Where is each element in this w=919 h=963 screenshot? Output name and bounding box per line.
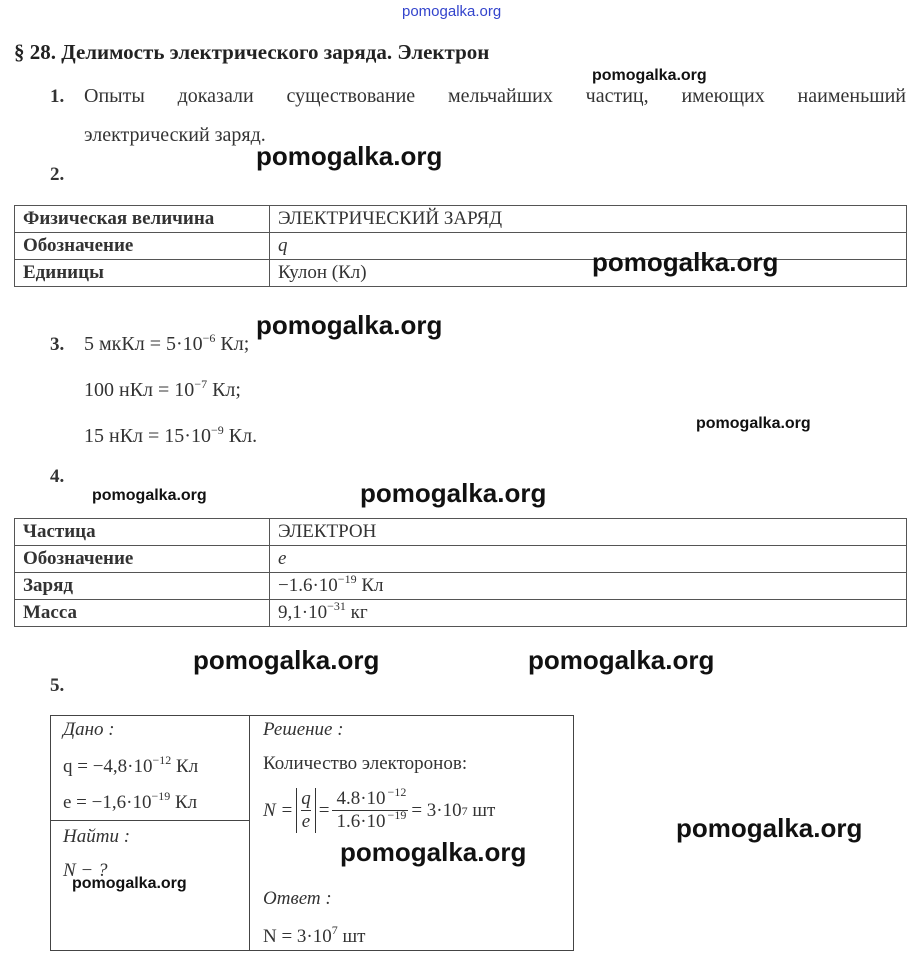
exponent: −9 xyxy=(210,423,224,437)
formula-lhs: N = xyxy=(263,799,294,821)
table-row xyxy=(15,600,907,627)
expr: −1.6·10 xyxy=(278,575,338,596)
conversion-2 xyxy=(84,379,241,402)
unit: Кл xyxy=(171,756,199,777)
find-label: Найти : xyxy=(63,826,131,847)
formula: N = $\frac{q}{e}$ = $\frac{4.8\cdot 10 ^{-12}}{1.6\cdot 10 ^{-19}}$ = 3·10 7 шт xyxy=(263,785,496,832)
result: = 3·10 xyxy=(411,799,462,821)
watermark: pomogalka.org xyxy=(528,645,715,675)
row-value: e xyxy=(270,546,907,573)
exponent: −19 xyxy=(387,808,407,822)
exponent: −6 xyxy=(202,331,216,345)
denominator xyxy=(332,808,408,833)
answer xyxy=(263,923,366,948)
exponent: −19 xyxy=(337,572,357,586)
row-value xyxy=(270,600,907,627)
unit: Кл xyxy=(170,792,198,813)
exponent: −31 xyxy=(327,599,346,613)
watermark: pomogalka.org xyxy=(340,837,527,867)
solution-text: Количество электоронов: xyxy=(263,753,468,774)
conversion-1 xyxy=(84,333,249,356)
unit: шт xyxy=(467,799,496,821)
expr: 9,1·10 xyxy=(278,602,328,623)
fraction xyxy=(332,785,408,833)
watermark: pomogalka.org xyxy=(592,67,707,84)
watermark: pomogalka.org xyxy=(72,875,187,892)
unit: Кл; xyxy=(207,379,241,401)
exponent: −7 xyxy=(194,377,208,391)
expr: e = −1,6·10 xyxy=(63,792,152,813)
table-row xyxy=(15,206,907,233)
row-label: Масса xyxy=(15,600,270,627)
row-label: Частица xyxy=(15,519,270,546)
watermark: pomogalka.org xyxy=(256,310,443,340)
row-label: Обозначение xyxy=(15,233,270,260)
expr: 100 нКл = 10 xyxy=(84,379,195,401)
abs-ratio xyxy=(296,788,316,833)
watermark-top: pomogalka.org xyxy=(402,3,502,20)
expr: 1.6·10 xyxy=(336,811,386,832)
expr: 15 нКл = 15·10 xyxy=(84,425,211,447)
exponent: −12 xyxy=(152,753,172,767)
row-value xyxy=(270,573,907,600)
row-value: Кулон (Кл) xyxy=(270,260,907,287)
unit: Кл; xyxy=(215,333,250,355)
item-number-3: 3. xyxy=(50,334,65,355)
row-label: Обозначение xyxy=(15,546,270,573)
item-number-5: 5. xyxy=(50,675,65,696)
expr: 4.8·10 xyxy=(336,788,386,809)
exponent: −12 xyxy=(387,785,407,799)
item-number-1: 1. xyxy=(50,86,65,107)
item-1-text-cont: электрический заряд. xyxy=(84,124,266,146)
unit: Кл. xyxy=(223,425,258,447)
row-label: Физическая величина xyxy=(15,206,270,233)
expr: q = −4,8·10 xyxy=(63,756,153,777)
row-value: q xyxy=(270,233,907,260)
find-value: N − ? xyxy=(63,860,108,881)
row-value: ЭЛЕКТРИЧЕСКИЙ ЗАРЯД xyxy=(270,206,907,233)
watermark: pomogalka.org xyxy=(92,487,207,504)
problem-box xyxy=(50,715,574,951)
watermark: pomogalka.org xyxy=(592,247,779,277)
numerator: q xyxy=(301,788,311,809)
table-row xyxy=(15,573,907,600)
watermark: pomogalka.org xyxy=(696,415,811,432)
item-1-text: Опыты доказали существование мельчайших частиц, имеющих наименьший xyxy=(84,85,906,107)
equals: = xyxy=(318,799,330,821)
exponent: 7 xyxy=(331,923,338,937)
row-label: Единицы xyxy=(15,260,270,287)
unit: шт xyxy=(337,926,366,947)
item-number-4: 4. xyxy=(50,466,65,487)
table-row xyxy=(15,519,907,546)
exponent: −19 xyxy=(151,789,171,803)
given-q xyxy=(63,753,199,778)
expr: N = 3·10 xyxy=(263,926,332,947)
row-label: Заряд xyxy=(15,573,270,600)
watermark: pomogalka.org xyxy=(256,141,443,171)
expr: 5 мкКл = 5·10 xyxy=(84,333,203,355)
given-e xyxy=(63,789,198,814)
answer-label: Ответ : xyxy=(263,888,332,909)
watermark: pomogalka.org xyxy=(676,813,863,843)
divider xyxy=(249,716,250,950)
electron-table xyxy=(14,518,907,627)
denominator: e xyxy=(301,811,311,832)
section-title: § 28. Делимость электрического заряда. Электрон xyxy=(14,40,490,64)
table-row xyxy=(15,546,907,573)
solution-label: Решение : xyxy=(263,719,344,740)
watermark: pomogalka.org xyxy=(360,478,547,508)
row-value: ЭЛЕКТРОН xyxy=(270,519,907,546)
item-number-2: 2. xyxy=(50,164,65,185)
unit: Кл xyxy=(356,575,384,596)
unit: кг xyxy=(345,602,368,623)
given-label: Дано : xyxy=(63,719,115,740)
conversion-3 xyxy=(84,425,257,448)
divider xyxy=(51,820,249,821)
watermark: pomogalka.org xyxy=(193,645,380,675)
